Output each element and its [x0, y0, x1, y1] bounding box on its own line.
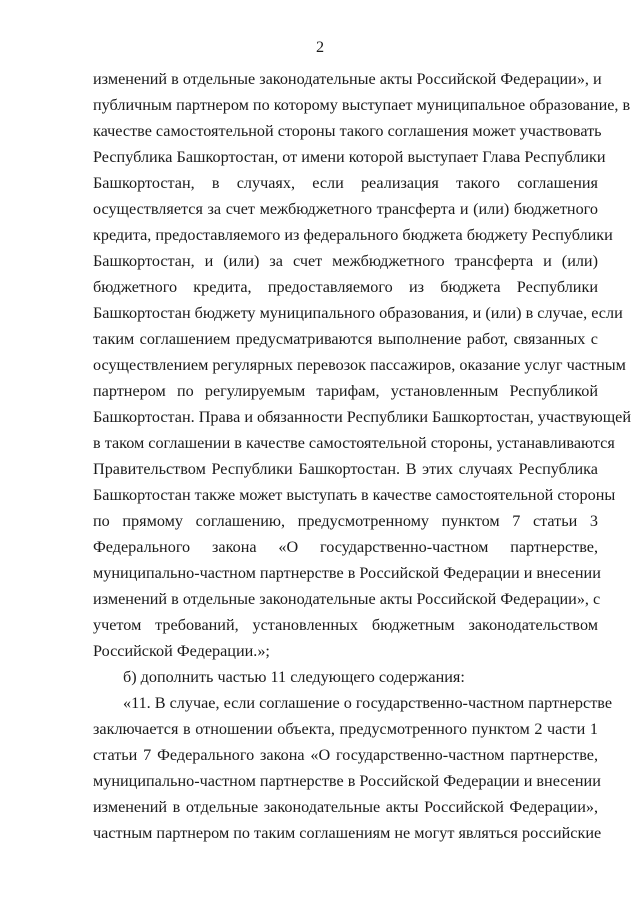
text-line: Башкортостан также может выступать в качестве самостоятельной стороны [93, 486, 616, 504]
text-line: статьи 7 Федерального закона «О государственно-частном партнерстве, [93, 746, 598, 764]
text-line: Федерального закона «О государственно-частном партнерстве, [93, 538, 598, 556]
text-line: осуществлением регулярных перевозок пассажиров, оказание услуг частным [93, 356, 626, 374]
text-line: качестве самостоятельной стороны такого соглашения может участвовать [93, 122, 602, 140]
text-line: Башкортостан. Права и обязанности Республики Башкортостан, участвующей [93, 408, 632, 426]
text-line: Республика Башкортостан, от имени которой выступает Глава Республики [93, 148, 606, 166]
text-line: Правительством Республики Башкортостан. В этих случаях Республика [93, 460, 598, 478]
text-line: таким соглашением предусматриваются выполнение работ, связанных с [93, 330, 598, 348]
page-number: 2 [315, 38, 325, 56]
text-line: партнером по регулируемым тарифам, установленным Республикой [93, 382, 598, 400]
text-line: муниципально-частном партнерстве в Российской Федерации и внесении [93, 772, 601, 790]
text-line: изменений в отдельные законодательные акты Российской Федерации», и [93, 70, 602, 88]
text-line: публичным партнером по которому выступает муниципальное образование, в [93, 96, 631, 114]
text-line: кредита, предоставляемого из федерального бюджета бюджету Республики [93, 226, 613, 244]
text-line: Башкортостан, в случаях, если реализация такого соглашения [93, 174, 598, 192]
text-line: изменений в отдельные законодательные акты Российской Федерации», с [93, 590, 601, 608]
text-line: изменений в отдельные законодательные акты Российской Федерации», [93, 798, 598, 816]
text-line: в таком соглашении в качестве самостоятельной стороны, устанавливаются [93, 434, 615, 452]
text-line: муниципально-частном партнерстве в Российской Федерации и внесении [93, 564, 601, 582]
text-line: учетом требований, установленных бюджетным законодательством [93, 616, 598, 634]
text-line: частным партнером по таким соглашениям не могут являться российские [93, 824, 602, 842]
paragraph-first-line: б) дополнить частью 11 следующего содержания: [123, 668, 465, 686]
text-line: заключается в отношении объекта, предусмотренного пунктом 2 части 1 [93, 720, 598, 738]
paragraph-first-line: «11. В случае, если соглашение о государственно-частном партнерстве [123, 694, 612, 712]
text-line: Башкортостан бюджету муниципального образования, и (или) в случае, если [93, 304, 623, 322]
text-line: Российской Федерации.»; [93, 642, 270, 660]
text-line: Башкортостан, и (или) за счет межбюджетного трансферта и (или) [93, 252, 598, 270]
text-line: по прямому соглашению, предусмотренному пунктом 7 статьи 3 [93, 512, 598, 530]
text-line: осуществляется за счет межбюджетного трансферта и (или) бюджетного [93, 200, 598, 218]
text-line: бюджетного кредита, предоставляемого из бюджета Республики [93, 278, 598, 296]
